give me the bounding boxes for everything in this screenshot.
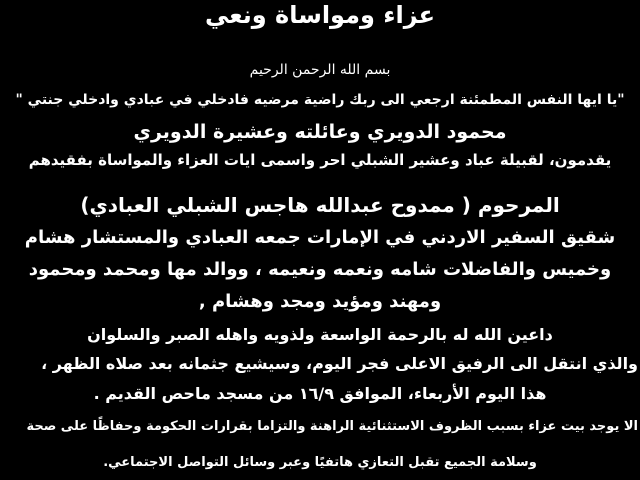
family-name: محمود الدويري وعائلته وعشيرة الدويري <box>133 121 507 143</box>
notice-title: عزاء ومواساة ونعي <box>204 1 436 29</box>
quran-verse: "يا ايها النفس المطمئنة ارجعي الى ربك راضية مرضيه فادخلي في عبادي وادخلي جنتي " <box>15 92 625 108</box>
relatives-line-3: ومهند ومؤيد ومجد وهشام , <box>198 291 442 312</box>
condolence-offer: يقدمون، لقبيلة عباد وعشير الشبلي احر واسمى ايات العزاء والمواساة بفقيدهم <box>28 151 612 169</box>
closing-line: وسلامة الجميع تقبل التعازي هاتفيًا وعبر وسائل التواصل الاجتماعي. <box>103 455 537 470</box>
prayer-line: داعين الله له بالرحمة الواسعة ولذويه واهله الصبر والسلوان <box>87 325 553 344</box>
deceased-name: المرحوم ( ممدوح عبدالله هاجس الشبلي العبادي) <box>80 193 560 217</box>
funeral-line-2: هذا اليوم الأربعاء، الموافق ١٦/٩ من مسجد ماحص القديم . <box>93 384 547 403</box>
basmala: بسم الله الرحمن الرحيم <box>249 62 391 78</box>
relatives-line-2: وخميس والفاضلات شامه ونعمه ونعيمه ، ووالد مها ومحمد ومحمود <box>28 259 612 280</box>
relatives-line-1: شقيق السفير الاردني في الإمارات جمعه العبادي والمستشار هشام <box>24 227 616 248</box>
funeral-line-1: والذي انتقل الى الرفيق الاعلى فجر اليوم، وسيشيع جثمانه بعد صلاه الظهر ، <box>41 354 638 373</box>
no-mourning-house-line: الا يوجد بيت عزاء بسبب الظروف الاستثنائية الراهنة والتزاما بقرارات الحكومة وحفاظًا على صحة <box>26 419 638 434</box>
